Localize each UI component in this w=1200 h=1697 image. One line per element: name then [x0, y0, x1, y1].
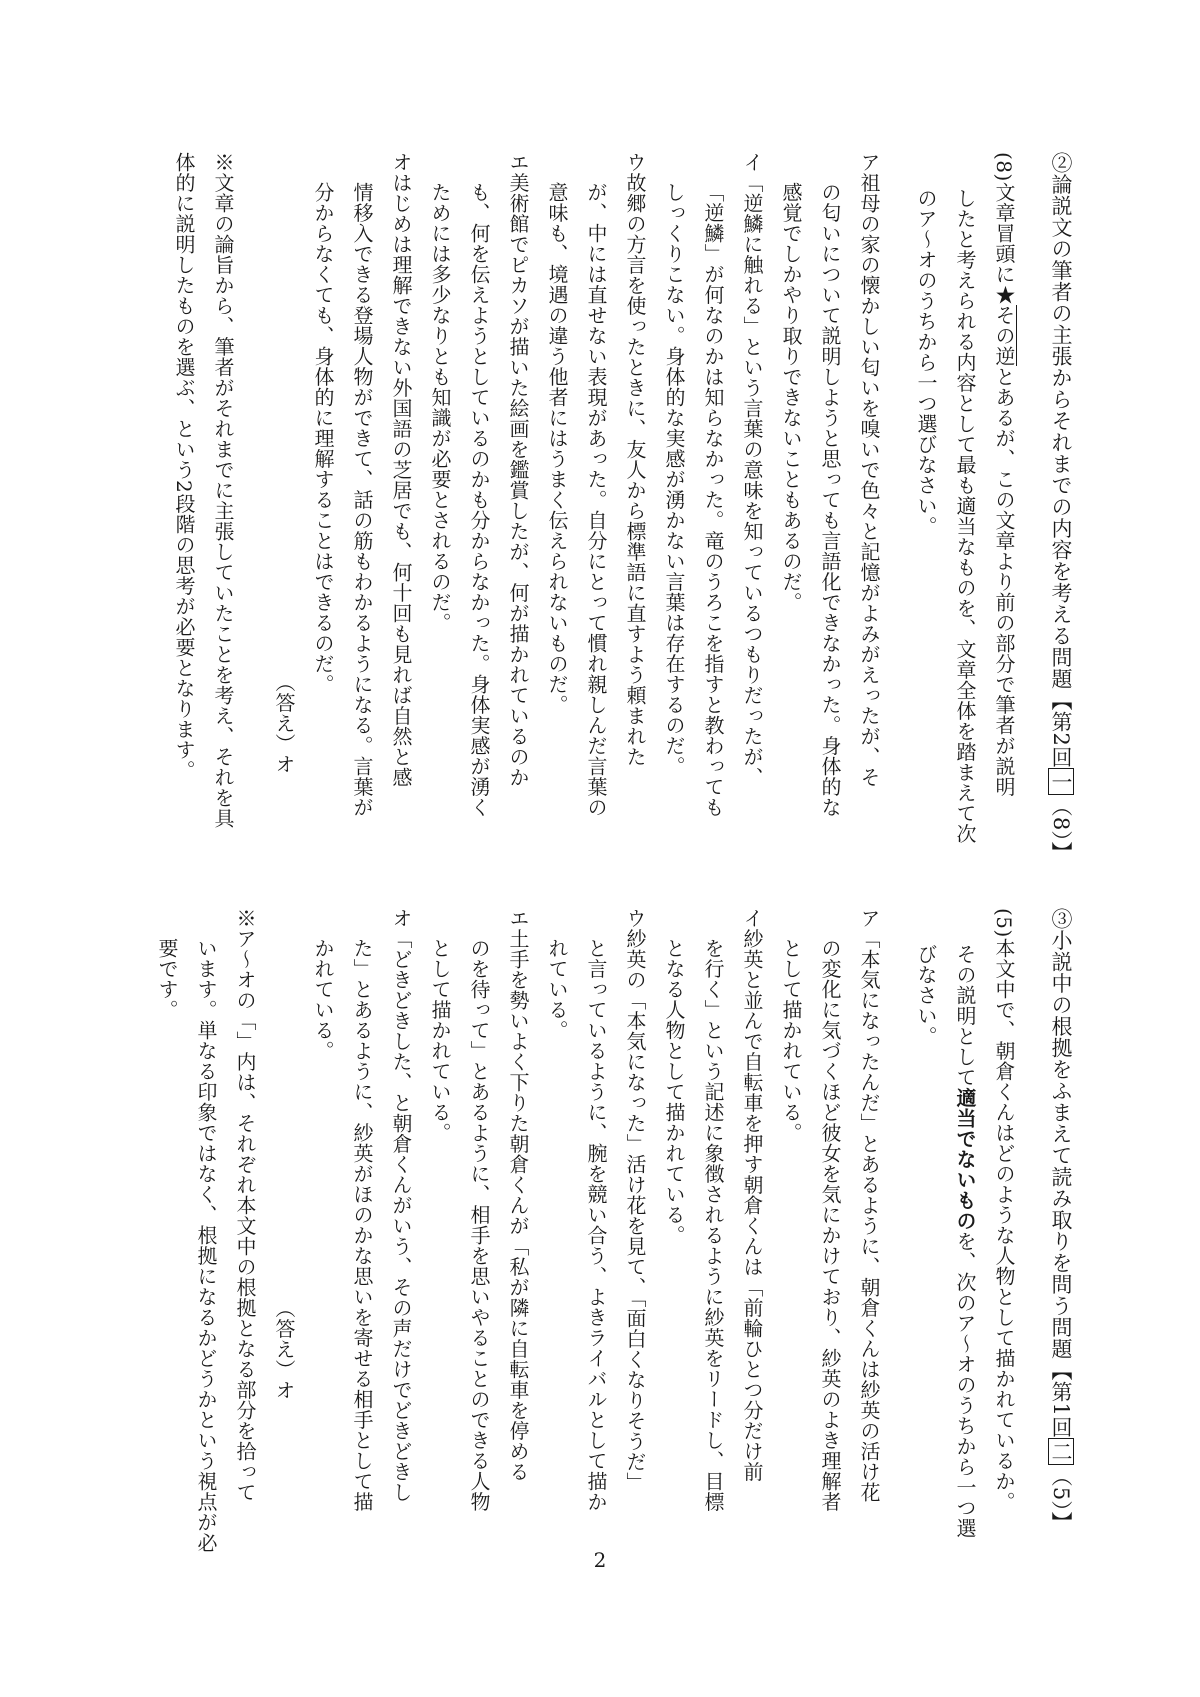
page-number: 2: [593, 1548, 607, 1572]
choice-a-line-1: [849, 152, 888, 927]
choice-a-line-1: [849, 908, 888, 1508]
choice-label: エ: [506, 152, 530, 173]
question-text: その説明として: [953, 944, 977, 1088]
choice-u-line-2: が、中には直せない表現があった。自分にとって慣れ親しんだ言葉の: [584, 182, 608, 818]
question-5-line-1: [984, 908, 1023, 1512]
choice-text: 土手を勢いよく下りた朝倉くんが「私が隣に自転車を停める: [506, 928, 530, 1482]
heading-text: ③小説中の根拠をふまえて読み取りを問う問題【第1回: [1049, 908, 1073, 1438]
choice-label: ウ: [623, 908, 647, 929]
note-line-1: ※文章の論旨から、筆者がそれまでに主張していたことを考え、それを具: [211, 152, 235, 829]
choice-label: ア: [857, 152, 881, 173]
note-line-1: ※ア～オの「」内は、それぞれ本文中の根拠となる部分を拾って: [233, 908, 257, 1503]
choice-e-line-1: [498, 908, 537, 1508]
choice-e-line-1: [498, 152, 537, 927]
question-5-line-3: びなさい。: [914, 944, 938, 1047]
choice-i-line-2: 「逆鱗」が何なのかは知らなかった。竜のうろこを指すと教わっても: [701, 182, 725, 818]
choice-u-line-3: れている。: [545, 938, 569, 1041]
choice-e-line-2: も、何を伝えようとしているのかも分からなかった。身体実感が湧く: [467, 182, 491, 818]
choice-label: エ: [506, 908, 530, 929]
choice-u-line-1: [615, 152, 654, 927]
choice-i-line-2: を行く」という記述に象徴されるように紗英をリードし、目標: [701, 938, 725, 1512]
choice-text: 「逆鱗に触れる」という言葉の意味を知っているつもりだったが、: [740, 172, 764, 788]
choice-i-line-3: となる人物として描かれている。: [662, 938, 686, 1246]
question-text: とあるが、この文章より前の部分で筆者が説明: [992, 366, 1016, 797]
choice-i-line-1: [732, 152, 771, 927]
choice-u-line-3: 意味も、境遇の違う他者にはうまく伝えられないものだ。: [545, 182, 569, 715]
emphasis-text: 適当でないもの: [953, 1087, 977, 1231]
choice-text: 「どきどきした、と朝倉くんがいう、その声だけでどきどきし: [389, 928, 413, 1503]
marked-phrase: その逆: [992, 304, 1016, 367]
heading-boxed-number: 一: [1048, 768, 1074, 796]
question-8-line-2: したと考えられる内容として最も適当なものを、文章全体を踏まえて次: [953, 188, 977, 844]
question-text: 本文中で、朝倉くんはどのような人物として描かれているか。: [992, 937, 1016, 1512]
choice-e-line-3: ためには多少なりとも知識が必要とされるのだ。: [428, 182, 452, 633]
choice-text: 紗英と並んで自転車を押す朝倉くんは「前輪ひとつ分だけ前: [740, 928, 764, 1482]
section-2-heading: [1041, 152, 1080, 927]
choice-i-line-1: [732, 908, 771, 1508]
question-5-line-2: [945, 908, 984, 1539]
choice-text: 「本気になったんだ」とあるように、朝倉くんは紗英の活け花: [857, 928, 881, 1503]
answer-label: （答え）オ: [272, 672, 296, 775]
heading-suffix: （5）】: [1049, 1465, 1073, 1534]
choice-text: 故郷の方言を使ったときに、友人から標準語に直すよう頼まれた: [623, 172, 647, 767]
choice-u-line-1: [615, 908, 654, 1508]
choice-label: オ: [389, 152, 413, 173]
question-number: (8): [992, 152, 1016, 182]
choice-label: オ: [389, 908, 413, 929]
heading-text: ②論説文の筆者の主張からそれまでの内容を考える問題【第2回: [1049, 152, 1073, 768]
answer-label: （答え）オ: [272, 1298, 296, 1401]
choice-label: イ: [740, 908, 764, 929]
choice-text: 美術館でピカソが描いた絵画を鑑賞したが、何が描かれているのか: [506, 172, 530, 788]
question-number: (5): [992, 908, 1016, 938]
choice-a-line-2: の匂いについて説明しようと思っても言語化できなかった。身体的な: [818, 182, 842, 818]
note-line-2: 体的に説明したものを選ぶ、という2段階の思考が必要となります。: [172, 152, 196, 781]
choice-i-line-3: しっくりこない。身体的な実感が湧かない言葉は存在するのだ。: [662, 182, 686, 777]
note-line-2: います。単なる印象ではなく、根拠になるかどうかという視点が必: [194, 938, 218, 1553]
question-text: を、次のア～オのうちから一つ選: [953, 1231, 977, 1539]
choice-u-line-2: と言っているように、腕を競い合う、よきライバルとして描か: [584, 938, 608, 1512]
choice-o-line-3: かれている。: [311, 938, 335, 1061]
section-2: [164, 152, 1080, 927]
note-line-3: 要です。: [155, 938, 179, 1020]
choice-text: 紗英の「本気になった」活け花を見て、「面白くなりそうだ」: [623, 928, 647, 1493]
choice-o-line-2: た」とあるように、紗英がほのかな思いを寄せる相手として描: [350, 938, 374, 1512]
choice-o-line-1: [381, 152, 420, 927]
question-8-line-1: [984, 152, 1023, 927]
section-3-heading: [1041, 908, 1080, 1534]
choice-e-line-3: として描かれている。: [428, 938, 452, 1143]
question-8-line-3: のア～オのうちから一つ選びなさい。: [914, 188, 938, 537]
choice-a-line-2: の変化に気づくほど彼女を気にかけており、紗英のよき理解者: [818, 938, 842, 1512]
choice-label: ア: [857, 908, 881, 929]
section-3: [147, 908, 1080, 1553]
choice-label: ウ: [623, 152, 647, 173]
heading-suffix: （8）】: [1049, 795, 1073, 864]
heading-boxed-number: 二: [1048, 1438, 1074, 1466]
choice-o-line-3: 分からなくても、身体的に理解することはできるのだ。: [311, 182, 335, 695]
choice-a-line-3: 感覚でしかやり取りできないこともあるのだ。: [779, 182, 803, 613]
question-text: 文章冒頭に★: [992, 181, 1016, 305]
choice-o-line-1: [381, 908, 420, 1508]
choice-text: 祖母の家の懐かしい匂いを嗅いで色々と記憶がよみがえったが、そ: [857, 172, 881, 788]
choice-text: はじめは理解できない外国語の芝居でも、何十回も見れば自然と感: [389, 172, 413, 788]
choice-o-line-2: 情移入できる登場人物ができて、話の筋もわかるようになる。言葉が: [350, 182, 374, 818]
choice-e-line-2: のを待って」とあるように、相手を思いやることのできる人物: [467, 938, 491, 1512]
choice-a-line-3: として描かれている。: [779, 938, 803, 1143]
choice-label: イ: [740, 152, 764, 173]
